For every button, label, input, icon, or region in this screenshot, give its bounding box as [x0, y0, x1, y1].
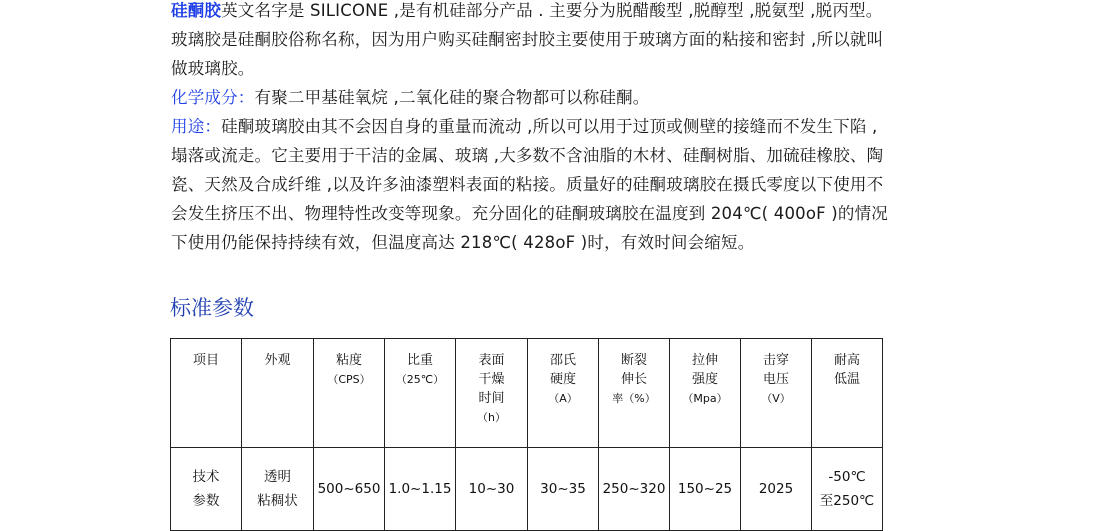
table-cell	[741, 448, 812, 531]
header-label: 电压	[762, 372, 789, 387]
table-header-cell	[171, 339, 242, 448]
table-cell	[385, 448, 456, 531]
cell-value: 250~320	[602, 481, 666, 497]
header-label: 外观	[264, 353, 291, 368]
header-unit: （Mpa）	[682, 392, 728, 405]
table-cell	[314, 448, 385, 531]
header-unit: （h）	[477, 411, 506, 424]
usage-label: 用途：	[171, 117, 222, 136]
usage-text: 硅酮玻璃胶由其不会因自身的重量而流动 ,所以可以用于过顶或侧壁的接缝而不发生下陷 ,塌落或流走。它主要用于干洁的金属、玻璃 ,大多数不含油脂的木材、硅酮树脂、加硫硅橡胶、陶瓷、天然及合成纤维 ,以及许多油漆塑料表面的粘接。质量好的硅酮玻璃胶在摄氏零度以下使用不会发生挤压不出、物理特性改变等现象。充分固化的硅酮玻璃胶在温度到 204℃( 400oF )的情况下使用仍能保持持续有效，但温度高达 218℃( 428oF )时，有效时间会缩短。	[171, 117, 889, 252]
table-row	[171, 448, 883, 531]
composition-text: 有聚二甲基硅氧烷 ,二氧化硅的聚合物都可以称硅酮。	[254, 88, 650, 107]
cell-value: 粘稠状	[257, 493, 298, 509]
cell-value: 30~35	[540, 481, 586, 497]
table-header-cell	[385, 339, 456, 448]
header-label: 比重	[406, 353, 433, 368]
cell-value: 500~650	[317, 481, 381, 497]
header-label: 伸长	[620, 372, 647, 387]
composition-label: 化学成分：	[171, 88, 255, 107]
parameters-table	[170, 338, 883, 531]
cell-value: 技术	[192, 469, 220, 485]
composition-paragraph	[171, 83, 891, 112]
cell-value: 1.0~1.15	[388, 481, 452, 497]
header-label: 表面	[478, 353, 505, 368]
header-label: 时间	[478, 391, 505, 406]
intro-term: 硅酮胶	[171, 1, 222, 20]
cell-value: 2025	[758, 481, 794, 497]
header-label: 低温	[833, 372, 860, 387]
intro-text: 英文名字是 SILICONE ,是有机硅部分产品 . 主要分为脱醋酸型 ,脱醇型 ,脱氨型 ,脱丙型。玻璃胶是硅酮胶俗称名称，因为用户购买硅酮密封胶主要使用于玻璃方面的粘接和密封 ,所以就叫做玻璃胶。	[171, 1, 884, 78]
header-label: 邵氏	[549, 353, 576, 368]
table-cell	[242, 448, 314, 531]
usage-paragraph	[171, 112, 891, 257]
table-header-cell	[456, 339, 528, 448]
table-header-row	[171, 339, 883, 448]
table-cell	[670, 448, 741, 531]
table-header-cell	[242, 339, 314, 448]
table-header-cell	[528, 339, 599, 448]
table-cell	[528, 448, 599, 531]
table-header-cell	[314, 339, 385, 448]
header-label: 断裂	[620, 353, 647, 368]
cell-value: 10~30	[468, 481, 515, 497]
table-cell	[171, 448, 242, 531]
cell-value: 参数	[192, 493, 220, 509]
header-unit: 率（%）	[612, 392, 656, 405]
table-header-cell	[812, 339, 883, 448]
section-title: 标准参数	[170, 296, 254, 320]
cell-value: 透明	[264, 469, 291, 485]
header-label: 硬度	[549, 372, 576, 387]
header-label: 耐高	[833, 353, 860, 368]
intro-paragraph	[171, 0, 891, 83]
header-unit: （CPS）	[327, 373, 371, 386]
header-label: 粘度	[335, 353, 362, 368]
header-label: 拉伸	[691, 353, 718, 368]
cell-value: 150~25	[677, 481, 733, 497]
cell-value: 至250℃	[819, 493, 875, 509]
header-label: 干燥	[478, 372, 505, 387]
table-header-cell	[599, 339, 670, 448]
table-cell	[456, 448, 528, 531]
table-header-cell	[670, 339, 741, 448]
table-cell	[599, 448, 670, 531]
cell-value: -50℃	[828, 469, 866, 485]
header-unit: （25℃）	[395, 373, 445, 386]
article-body	[171, 0, 891, 257]
header-unit: （V）	[761, 392, 791, 405]
header-label: 击穿	[762, 353, 789, 368]
table-header-cell	[741, 339, 812, 448]
header-label: 强度	[691, 372, 718, 387]
table-cell	[812, 448, 883, 531]
header-unit: （A）	[548, 392, 578, 405]
header-label: 项目	[192, 353, 219, 368]
